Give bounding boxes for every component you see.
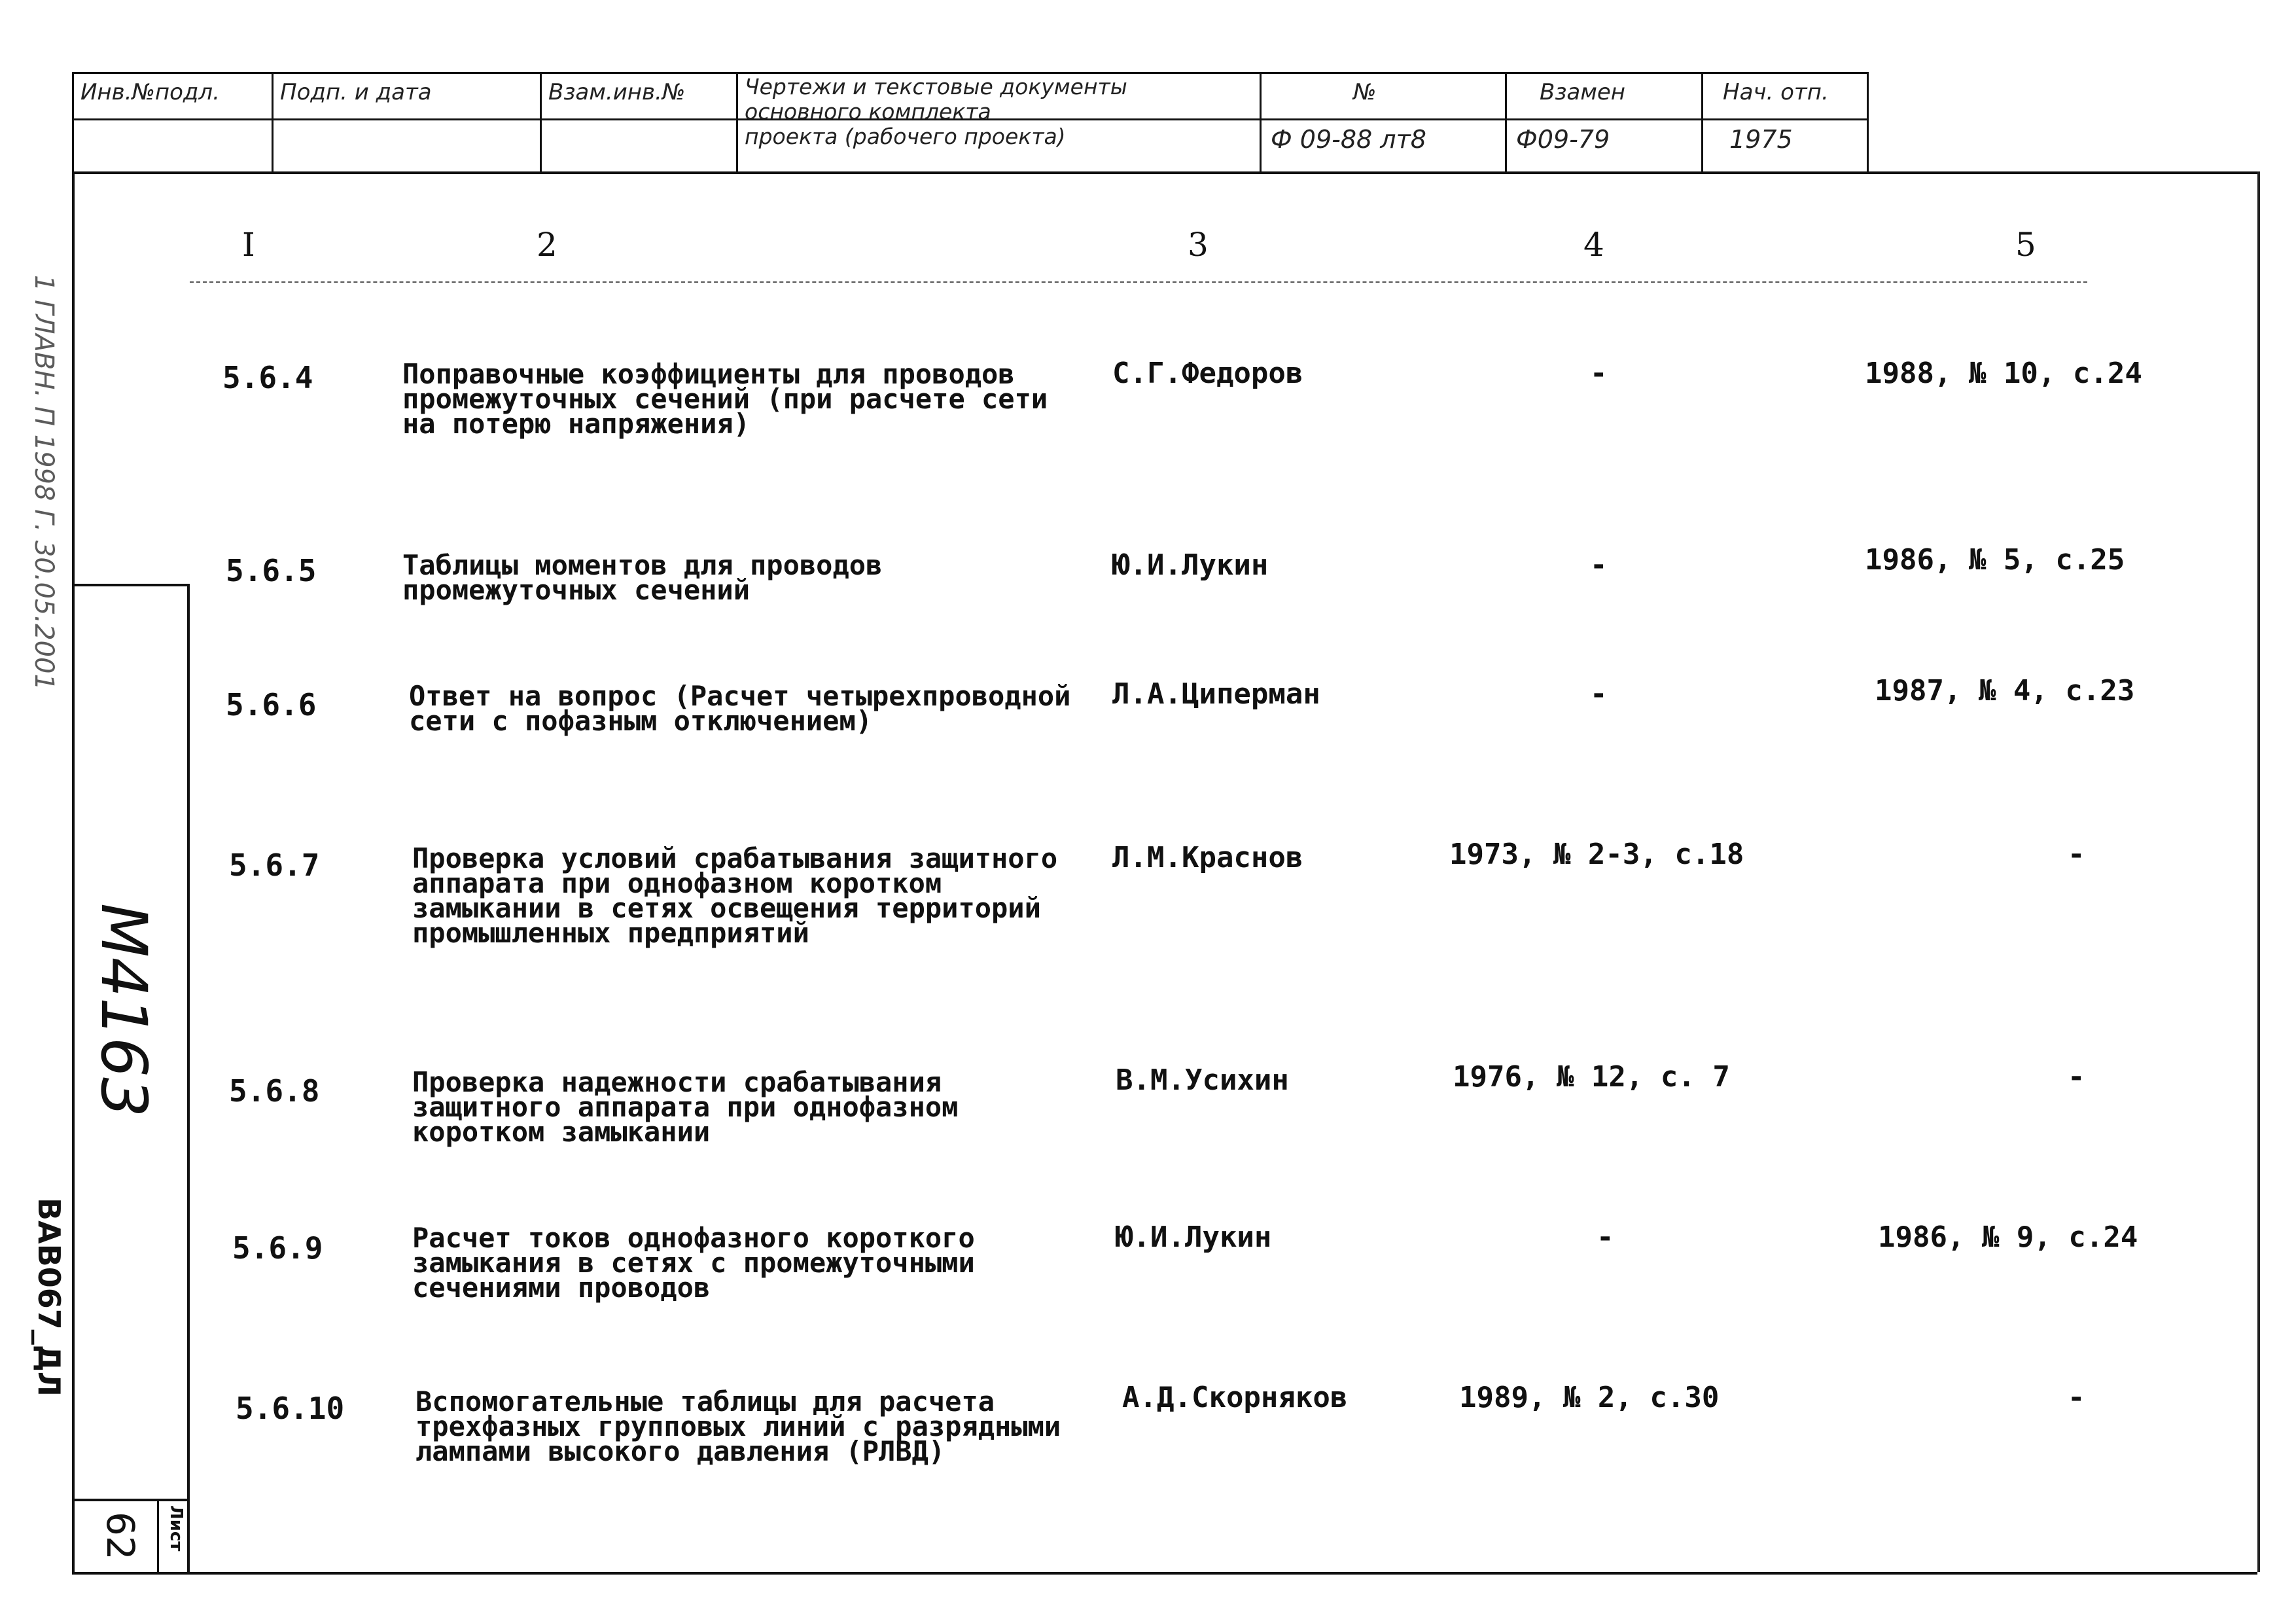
frame-right-border <box>2257 171 2260 1572</box>
column-header-4: 4 <box>1583 226 1604 264</box>
stamp-cell-number <box>1262 74 1507 172</box>
stamp-number-value: Ф 09-88 лт8 <box>1271 125 1426 154</box>
sheet-label: Лист <box>166 1505 186 1552</box>
row-col4: 1973, № 2-3, с.18 <box>1449 838 1744 871</box>
row-number: 5.6.9 <box>232 1230 323 1266</box>
row-author: С.Г.Федоров <box>1112 357 1303 390</box>
row-title: Вспомогательные таблицы для расчета трехфазных групповых линий с разрядными лампами высокого давления (РЛВД) <box>415 1385 1061 1467</box>
side-code: ВАВ067_ДЛ <box>31 1198 67 1397</box>
row-col5: 1986, № 5, с.25 <box>1865 543 2125 577</box>
row-title: Проверка условий срабатывания защитного аппарата при однофазном коротком замыкании в сетях освещения территорий промышленных предприятий <box>412 842 1058 949</box>
frame-bottom-border <box>72 1572 2257 1575</box>
stamp-cell-docs <box>738 74 1262 172</box>
sheet-box-divider <box>157 1499 159 1572</box>
row-author: Ю.И.Лукин <box>1112 548 1269 582</box>
frame-left-border <box>72 171 75 584</box>
row-number: 5.6.8 <box>229 1073 320 1109</box>
column-header-3: 3 <box>1188 226 1209 264</box>
row-col5: 1988, № 10, с.24 <box>1865 357 2142 390</box>
row-col5: - <box>2068 1060 2085 1094</box>
stamp-start-value: 1975 <box>1729 125 1793 154</box>
row-number: 5.6.10 <box>236 1391 345 1426</box>
column-header-2: 2 <box>537 226 557 264</box>
row-col5: 1986, № 9, с.24 <box>1878 1221 2138 1254</box>
row-author: Л.А.Циперман <box>1112 677 1320 711</box>
row-col4: - <box>1590 357 1608 390</box>
stamp-instead-value: Ф09-79 <box>1516 125 1610 154</box>
row-number: 5.6.4 <box>222 360 313 395</box>
row-col4: 1989, № 2, с.30 <box>1459 1381 1720 1414</box>
row-author: Л.М.Краснов <box>1112 841 1303 874</box>
stamp-cell-inv <box>74 74 274 172</box>
row-title: Ответ на вопрос (Расчет четырехпроводной сети с пофазным отключением) <box>409 680 1071 737</box>
header-underline <box>190 281 2087 283</box>
row-number: 5.6.5 <box>226 553 317 588</box>
frame-top-border <box>72 171 2257 174</box>
row-number: 5.6.6 <box>226 687 317 722</box>
stamp-cell-instead <box>1507 74 1703 172</box>
row-title: Таблицы моментов для проводов промежуточных сечений <box>402 549 883 606</box>
row-col4: - <box>1597 1221 1614 1254</box>
vertical-note: 1 ГЛАВН. П 1998 Г. 30.05.2001 <box>29 275 59 690</box>
stamp-cell-sign <box>274 74 542 172</box>
row-title: Поправочные коэффициенты для проводов промежуточных сечений (при расчете сети на потерю напряжения) <box>402 358 1048 440</box>
stamp-docs-line-2: основного комплекта <box>745 99 991 124</box>
column-header-5: 5 <box>2015 226 2036 264</box>
row-author: В.М.Усихин <box>1116 1063 1289 1097</box>
stamp-docs-line-1: Чертежи и текстовые документы <box>745 74 1127 99</box>
row-title: Проверка надежности срабатывания защитного аппарата при однофазном коротком замыкании <box>412 1066 959 1148</box>
stamp-sign-label: Подп. и дата <box>280 79 432 105</box>
row-author: А.Д.Скорняков <box>1122 1381 1348 1414</box>
column-header-1: I <box>242 226 255 264</box>
sheet-number: 62 <box>98 1512 143 1560</box>
row-title: Расчет токов однофазного короткого замыкания в сетях с промежуточными сечениями проводов <box>412 1222 975 1304</box>
stamp-start-label: Нач. отп. <box>1723 79 1829 105</box>
row-col5: 1987, № 4, с.23 <box>1875 674 2135 707</box>
stamp-docs-line-3: проекта (рабочего проекта) <box>745 124 1066 149</box>
row-col4: - <box>1590 548 1608 582</box>
row-col5: - <box>2068 838 2085 871</box>
inventory-number: М4163 <box>87 903 160 1118</box>
stamp-cell-start <box>1703 74 1867 172</box>
row-number: 5.6.7 <box>229 847 320 883</box>
row-author: Ю.И.Лукин <box>1116 1221 1272 1254</box>
stamp-inv-label: Инв.№подл. <box>80 79 220 105</box>
stamp-instead-label: Взамен <box>1540 79 1626 105</box>
row-col5: - <box>2068 1381 2085 1414</box>
stamp-replace-label: Взам.инв.№ <box>548 79 686 105</box>
stamp-number-label: № <box>1353 79 1377 105</box>
row-col4: 1976, № 12, с. 7 <box>1453 1060 1730 1094</box>
stamp-cell-replace <box>542 74 738 172</box>
row-col4: - <box>1590 677 1608 711</box>
title-block <box>72 72 1869 174</box>
